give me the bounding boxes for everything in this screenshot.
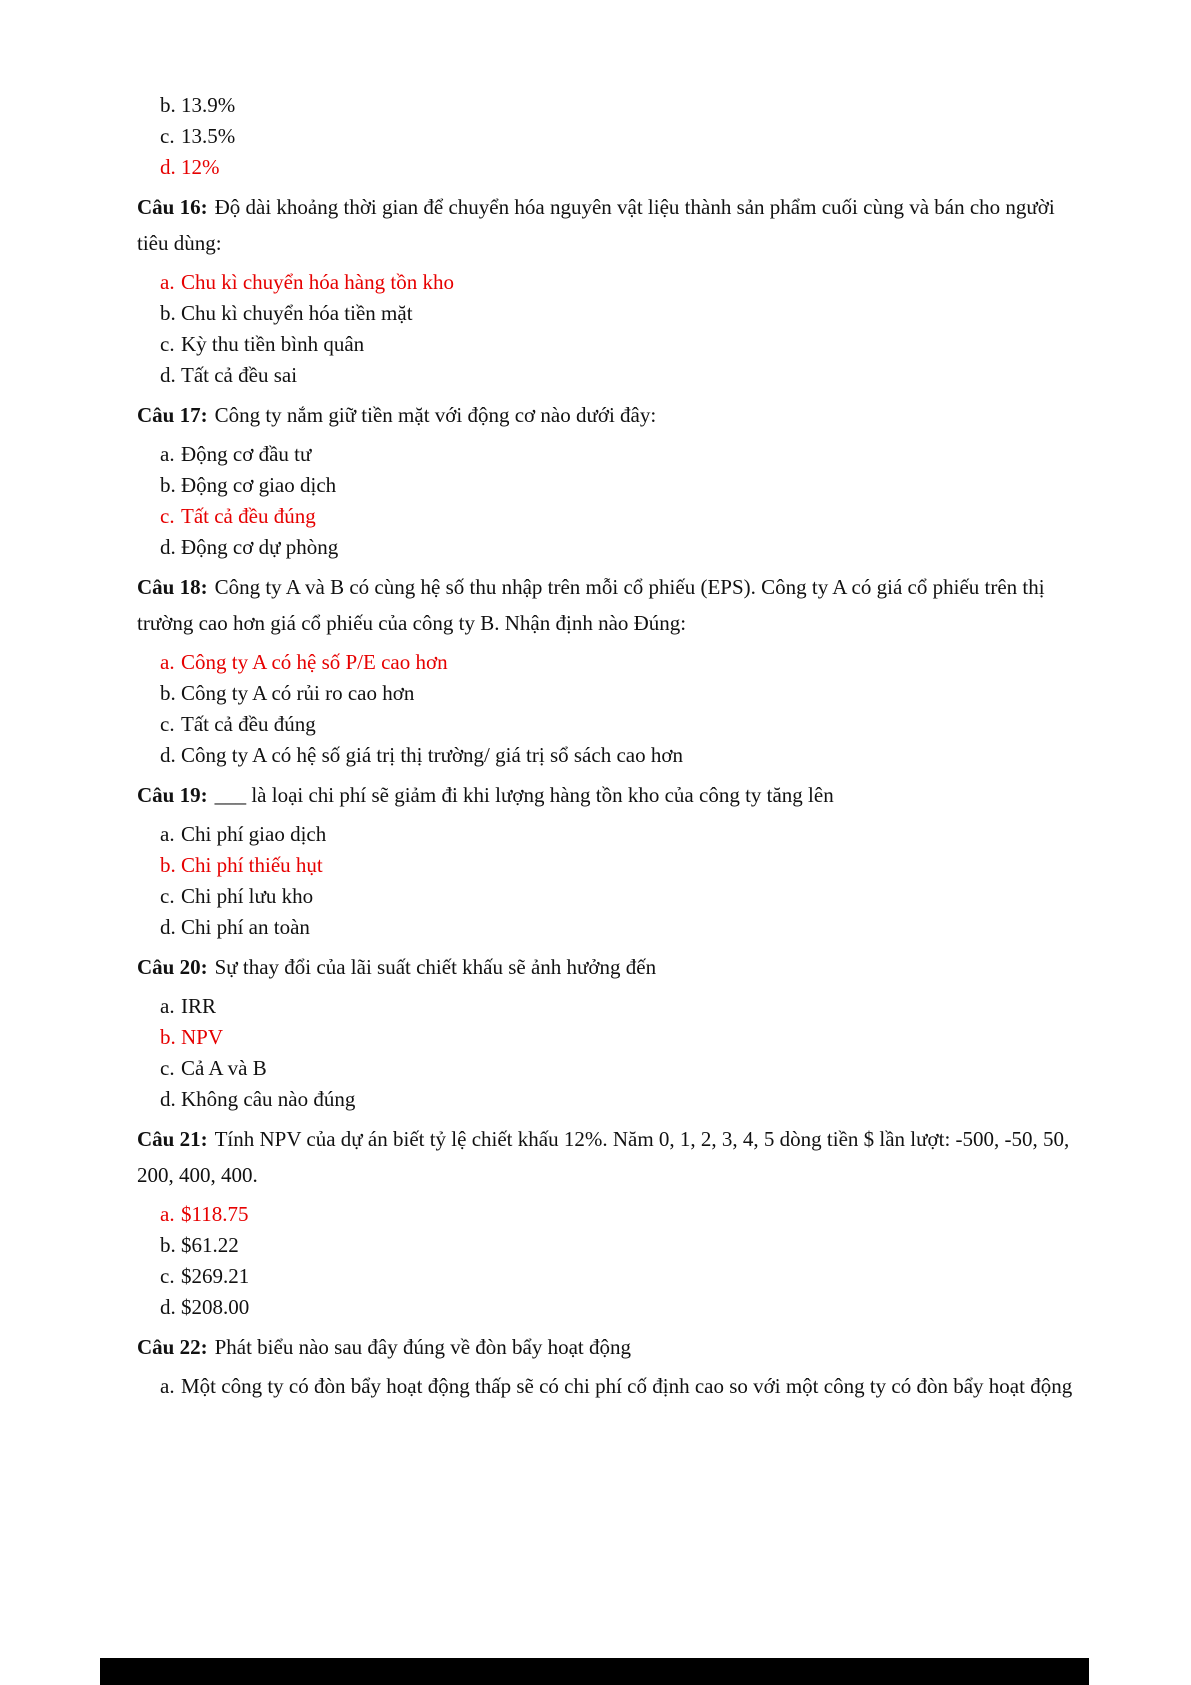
answer-option: [160, 298, 1091, 329]
option-text: $269.21: [181, 1264, 250, 1288]
question-block: [137, 1329, 1091, 1402]
question-paragraph: [137, 949, 1091, 985]
option-letter: d.: [160, 155, 176, 179]
option-letter: d.: [160, 915, 176, 939]
option-letter: d.: [160, 363, 176, 387]
option-text: Công ty A có hệ số P/E cao hơn: [181, 650, 448, 674]
question-text: Công ty nắm giữ tiền mặt với động cơ nào dưới đây:: [214, 403, 657, 427]
question-block: [137, 569, 1091, 771]
option-text: Chi phí lưu kho: [181, 884, 314, 908]
answer-option: [160, 819, 1091, 850]
leading-options-list: [160, 90, 1091, 183]
answer-option: [160, 439, 1091, 470]
option-text: Kỳ thu tiền bình quân: [181, 332, 365, 356]
question-paragraph: [137, 189, 1091, 261]
option-text: Tất cả đều đúng: [181, 712, 316, 736]
question-paragraph: [137, 1329, 1091, 1365]
option-text: Một công ty có đòn bẩy hoạt động thấp sẽ có chi phí cố định cao so với một công ty có đòn bẩy hoạt động: [181, 1374, 1073, 1398]
option-text: Cả A và B: [181, 1056, 267, 1080]
option-text: NPV: [181, 1025, 224, 1049]
answer-option: [160, 678, 1091, 709]
answer-option: [160, 1371, 1091, 1402]
option-text: Chu kì chuyển hóa hàng tồn kho: [181, 270, 454, 294]
answer-option: [160, 532, 1091, 563]
question-text: ___ là loại chi phí sẽ giảm đi khi lượng hàng tồn kho của công ty tăng lên: [214, 783, 834, 807]
option-letter: a.: [160, 650, 175, 674]
option-text: $61.22: [181, 1233, 239, 1257]
options-list: [160, 991, 1091, 1115]
question-paragraph: [137, 569, 1091, 641]
question-paragraph: [137, 397, 1091, 433]
option-letter: a.: [160, 822, 175, 846]
answer-option: [160, 1199, 1091, 1230]
answer-option: [160, 881, 1091, 912]
option-letter: d.: [160, 1295, 176, 1319]
answer-option: [160, 1084, 1091, 1115]
option-text: 13.9%: [181, 93, 236, 117]
question-number: Câu 19:: [137, 783, 208, 807]
question-number: Câu 16:: [137, 195, 208, 219]
options-list: [160, 819, 1091, 943]
option-letter: b.: [160, 1233, 176, 1257]
answer-option: [160, 90, 1091, 121]
option-text: 12%: [181, 155, 220, 179]
option-letter: d.: [160, 1087, 176, 1111]
options-list: [160, 647, 1091, 771]
option-text: Chi phí giao dịch: [181, 822, 327, 846]
question-block: [137, 397, 1091, 563]
option-letter: a.: [160, 442, 175, 466]
question-text: Công ty A và B có cùng hệ số thu nhập trên mỗi cổ phiếu (EPS). Công ty A có giá cổ phiếu trên thị trường cao hơn giá cổ phiếu của công ty B. Nhận định nào Đúng:: [137, 575, 1045, 635]
option-text: Chi phí an toàn: [181, 915, 310, 939]
option-text: 13.5%: [181, 124, 236, 148]
answer-option: [160, 121, 1091, 152]
question-number: Câu 21:: [137, 1127, 208, 1151]
question-number: Câu 17:: [137, 403, 208, 427]
answer-option: [160, 501, 1091, 532]
option-letter: b.: [160, 93, 176, 117]
option-text: $208.00: [181, 1295, 250, 1319]
option-text: Công ty A có hệ số giá trị thị trường/ giá trị sổ sách cao hơn: [181, 743, 683, 767]
answer-option: [160, 1022, 1091, 1053]
question-text: Phát biểu nào sau đây đúng về đòn bẩy hoạt động: [214, 1335, 632, 1359]
option-letter: d.: [160, 743, 176, 767]
answer-option: [160, 267, 1091, 298]
question-paragraph: [137, 777, 1091, 813]
question-block: [137, 1121, 1091, 1323]
question-block: [137, 777, 1091, 943]
option-text: Động cơ đầu tư: [181, 442, 312, 466]
option-letter: c.: [160, 1264, 175, 1288]
answer-option: [160, 329, 1091, 360]
answer-option: [160, 470, 1091, 501]
option-text: Tất cả đều đúng: [181, 504, 316, 528]
option-letter: c.: [160, 332, 175, 356]
option-text: Chi phí thiếu hụt: [181, 853, 323, 877]
option-letter: a.: [160, 1374, 175, 1398]
option-letter: a.: [160, 270, 175, 294]
answer-option: [160, 1230, 1091, 1261]
answer-option: [160, 912, 1091, 943]
option-letter: d.: [160, 535, 176, 559]
option-letter: a.: [160, 1202, 175, 1226]
answer-option: [160, 1292, 1091, 1323]
answer-option: [160, 152, 1091, 183]
option-text: Động cơ dự phòng: [181, 535, 339, 559]
answer-option: [160, 360, 1091, 391]
answer-option: [160, 991, 1091, 1022]
options-list: [160, 1199, 1091, 1323]
question-number: Câu 22:: [137, 1335, 208, 1359]
questions-container: [137, 189, 1091, 1402]
option-text: $118.75: [181, 1202, 249, 1226]
options-list: [160, 267, 1091, 391]
option-letter: c.: [160, 712, 175, 736]
option-letter: c.: [160, 124, 175, 148]
answer-option: [160, 850, 1091, 881]
option-letter: c.: [160, 1056, 175, 1080]
question-number: Câu 18:: [137, 575, 208, 599]
answer-option: [160, 1053, 1091, 1084]
option-letter: c.: [160, 884, 175, 908]
option-text: IRR: [181, 994, 217, 1018]
option-text: Động cơ giao dịch: [181, 473, 337, 497]
option-letter: b.: [160, 301, 176, 325]
option-letter: b.: [160, 853, 176, 877]
option-letter: b.: [160, 473, 176, 497]
question-text: Tính NPV của dự án biết tỷ lệ chiết khấu 12%. Năm 0, 1, 2, 3, 4, 5 dòng tiền $ lần lượt: -500, -50, 50, 200, 400, 400.: [137, 1127, 1070, 1187]
option-text: Chu kì chuyển hóa tiền mặt: [181, 301, 413, 325]
answer-option: [160, 709, 1091, 740]
option-text: Không câu nào đúng: [181, 1087, 356, 1111]
question-text: Sự thay đổi của lãi suất chiết khấu sẽ ảnh hưởng đến: [214, 955, 657, 979]
answer-option: [160, 740, 1091, 771]
question-block: [137, 949, 1091, 1115]
answer-option: [160, 647, 1091, 678]
question-number: Câu 20:: [137, 955, 208, 979]
question-block: [137, 189, 1091, 391]
bottom-black-bar: [100, 1658, 1089, 1685]
option-letter: c.: [160, 504, 175, 528]
option-letter: b.: [160, 1025, 176, 1049]
option-text: Tất cả đều sai: [181, 363, 298, 387]
question-text: Độ dài khoảng thời gian để chuyển hóa nguyên vật liệu thành sản phẩm cuối cùng và bán cho người tiêu dùng:: [137, 195, 1055, 255]
option-letter: a.: [160, 994, 175, 1018]
answer-option: [160, 1261, 1091, 1292]
option-text: Công ty A có rủi ro cao hơn: [181, 681, 415, 705]
option-letter: b.: [160, 681, 176, 705]
options-list: [160, 1371, 1091, 1402]
question-paragraph: [137, 1121, 1091, 1193]
options-list: [160, 439, 1091, 563]
